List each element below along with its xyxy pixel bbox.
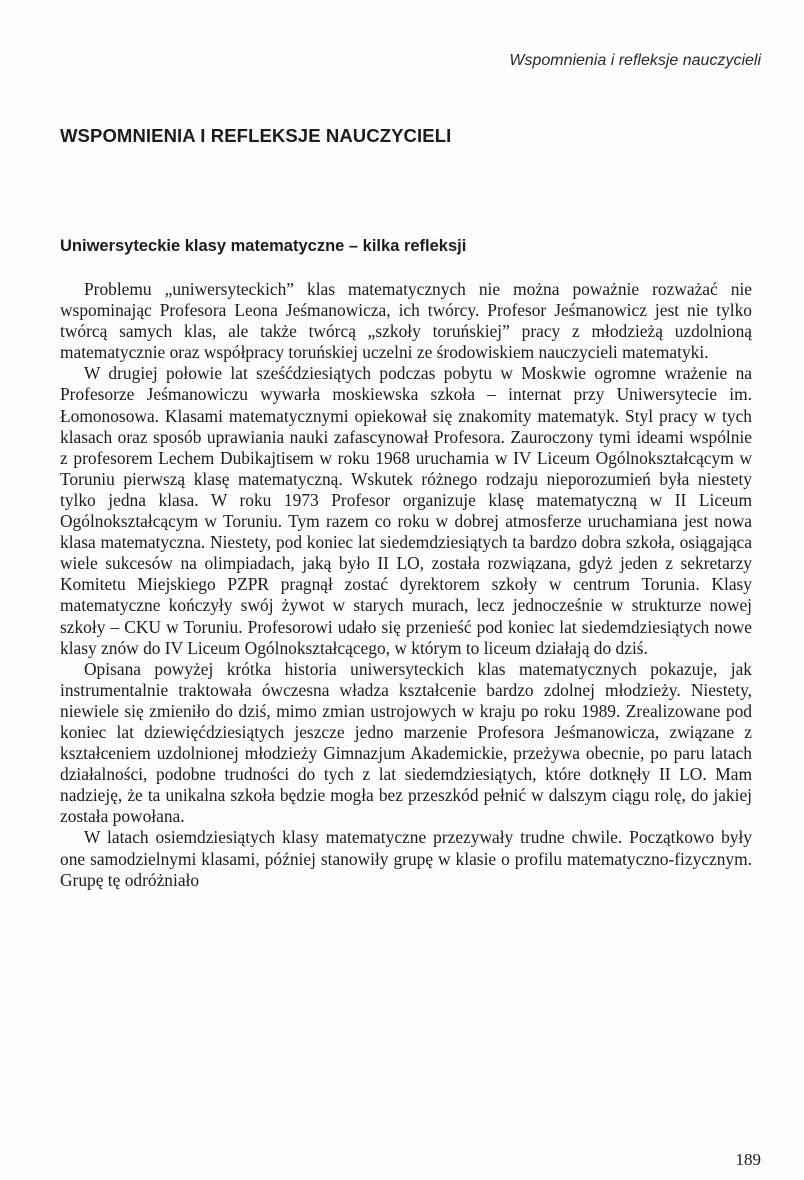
article-body (60, 279, 752, 891)
section-title: Uniwersyteckie klasy matematyczne – kilka refleksji (60, 237, 467, 255)
paragraph: Opisana powyżej krótka historia uniwersyteckich klas matematycznych pokazuje, jak instrumentalnie traktowała ówczesna władza kształcenie bardzo zdolnej młodzieży. Niestety, niewiele się zmieniło do dziś, mimo zmian ustrojowych w kraju po roku 1989. Zrealizowane pod koniec lat dziewięćdziesiątych jeszcze jedno marzenie Profesora Jeśmanowicza, związane z kształceniem uzdolnionej młodzieży Gimnazjum Akademickie, przeżywa obecnie, po paru latach działalności, podobne trudności do tych z lat siedemdziesiątych, które dotknęły II LO. Mam nadzieję, że ta unikalna szkoła będzie mogła bez przeszkód pełnić w dalszym ciągu rolę, do jakiej została powołana. (60, 658, 752, 827)
page-number: 189 (735, 1150, 761, 1169)
paragraph: W drugiej połowie lat sześćdziesiątych podczas pobytu w Moskwie ogromne wrażenie na Profesorze Jeśmanowiczu wywarła moskiewska szkoła – internat przy Uniwersytecie im. Łomonosowa. Klasami matematycznymi opiekował się znakomity matematyk. Styl pracy w tych klasach oraz sposób uprawiania nauki zafascynował Profesora. Zauroczony tymi ideami wspólnie z profesorem Lechem Dubikajtisem w roku 1968 uruchamia w IV Liceum Ogólnokształcącym w Toruniu pierwszą klasę matematyczną. Wskutek różnego rodzaju nieporozumień była niestety tylko jedna klasa. W roku 1973 Profesor organizuje klasę matematyczną w II Liceum Ogólnokształcącym w Toruniu. Tym razem co roku w dobrej atmosferze uruchamiana jest nowa klasa matematyczna. Niestety, pod koniec lat siedemdziesiątych ta bardzo dobra szkoła, osiągająca wiele sukcesów na olimpiadach, jaką było II LO, została rozwiązana, gdyż jeden z sekretarzy Komitetu Miejskiego PZPR pragnął zostać dyrektorem szkoły w centrum Torunia. Klasy matematyczne kończyły swój żywot w starych murach, lecz jednocześnie w strukturze nowej szkoły – CKU w Toruniu. Profesorowi udało się przenieść pod koniec lat siedemdziesiątych nowe klasy znów do IV Liceum Ogólnokształcącego, w którym to liceum działają do dziś. (60, 363, 752, 658)
paragraph: W latach osiemdziesiątych klasy matematyczne przezywały trudne chwile. Początkowo były one samodzielnymi klasami, później stanowiły grupę w klasie o profilu matematyczno-fizycznym. Grupę tę odróżniało (60, 827, 752, 890)
chapter-title: WSPOMNIENIA I REFLEKSJE NAUCZYCIELI (60, 125, 452, 146)
paragraph: Problemu „uniwersyteckich” klas matematycznych nie można poważnie rozważać nie wspominając Profesora Leona Jeśmanowicza, ich twórcy. Profesor Jeśmanowicz jest nie tylko twórcą samych klas, ale także twórcą „szkoły toruńskiej” pracy z młodzieżą uzdolnioną matematycznie oraz współpracy toruńskiej uczelni ze środowiskiem nauczycieli matematyki. (60, 279, 752, 363)
running-header: Wspomnienia i refleksje nauczycieli (509, 52, 761, 69)
